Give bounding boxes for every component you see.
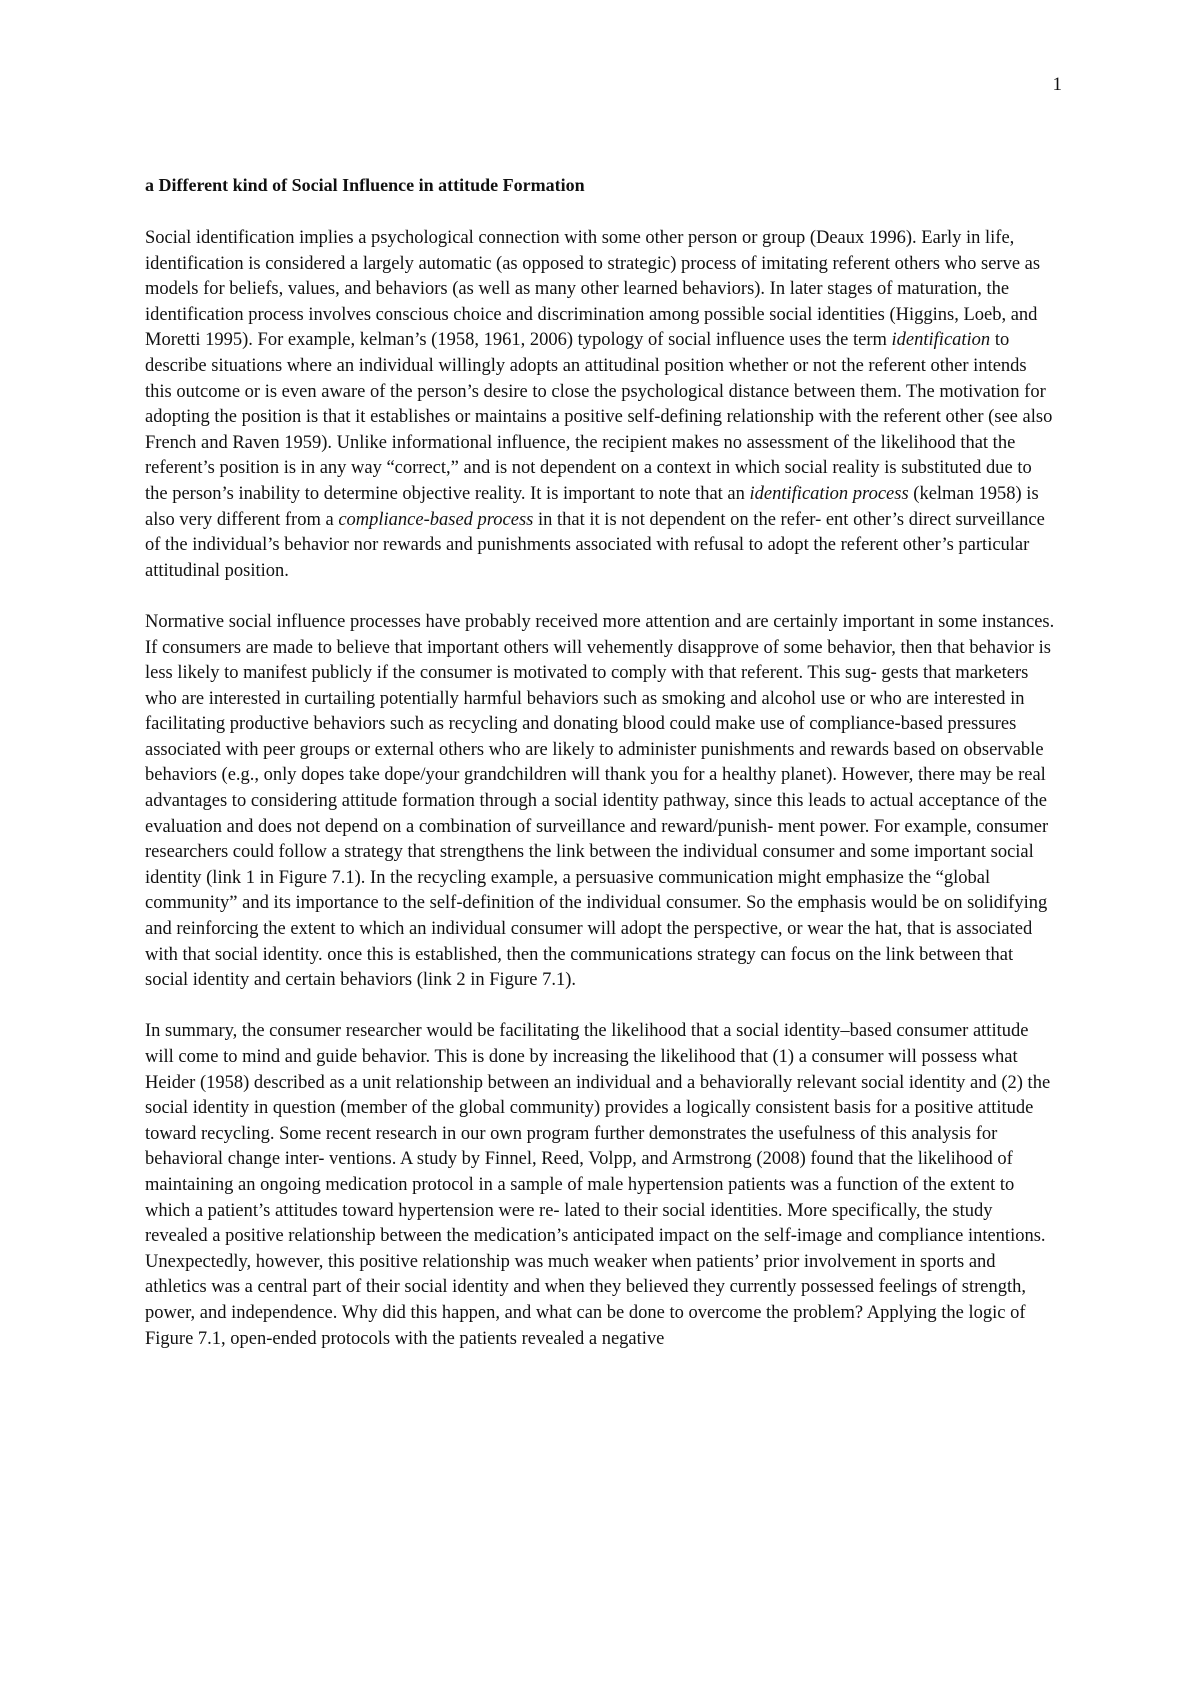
italic-term-identification-process: identification process [749, 483, 909, 504]
italic-term-identification: identification [891, 330, 991, 351]
paragraph-identification [145, 226, 1057, 584]
document-body [145, 174, 1057, 1352]
paragraph-text: (kelman 1958) is also very different from a [145, 483, 1039, 530]
section-title: a Different kind of Social Influence in attitude Formation [145, 175, 585, 195]
paragraph-text: to describe situations where an individual willingly adopts an attitudinal position whether or not the referent other intends this outcome or is even aware of the person’s desire to close the psychological distance between them. The motivation for adopting the position is that it establishes or maintains a positive self-defining relationship with the referent other (see also French and Raven 1959). Unlike informational influence, the recipient makes no assessment of the likelihood that the referent’s position is in any way “correct,” and is not dependent on a context in which social reality is substituted due to the person’s inability to determine objective reality. It is important to note that an [145, 330, 1053, 504]
paragraph-text: Social identification implies a psychological connection with some other person or group (Deaux 1996). Early in life, identification is considered a largely automatic (as opposed to strategic) process of imitating referent others who serve as models for beliefs, values, and behaviors (as well as many other learned behaviors). In later stages of maturation, the identification process involves conscious choice and discrimination among possible social identities (Higgins, Loeb, and Moretti 1995). For example, kelman’s (1958, 1961, 2006) typology of social influence uses the term [145, 228, 1041, 351]
paragraph-summary: In summary, the consumer researcher would be facilitating the likelihood that a social identity–based consumer attitude will come to mind and guide behavior. This is done by increasing the likelihood that (1) a consumer will possess what Heider (1958) described as a unit relationship between an individual and a behaviorally relevant social identity and (2) the social identity in question (member of the global community) provides a logically consistent basis for a positive attitude toward recycling. Some recent research in our own program further demonstrates the usefulness of this analysis for behavioral change inter- ventions. A study by Finnel, Reed, Volpp, and Armstrong (2008) found that the likelihood of maintaining an ongoing medication protocol in a sample of male hypertension patients was a function of the extent to which a patient’s attitudes toward hypertension were re- lated to their social identities. More specifically, the study revealed a positive relationship between the medication’s anticipated impact on the self-image and compliance intentions. Unexpectedly, however, this positive relationship was much weaker when patients’ prior involvement in sports and athletics was a central part of their social identity and when they believed they currently possessed feelings of strength, power, and independence. Why did this happen, and what can be done to overcome the problem? Applying the logic of Figure 7.1, open-ended protocols with the patients revealed a negative [145, 1021, 1051, 1349]
italic-term-compliance-based-process: compliance-based process [338, 509, 534, 530]
paragraph-text: in that it is not dependent on the refer- ent other’s direct surveillance of the individual’s behavior nor rewards and punishments associated with refusal to adopt the referent other’s particular attitudinal position. [145, 509, 1045, 581]
page-number: 1 [1052, 74, 1062, 95]
paragraph-normative-influence: Normative social influence processes have probably received more attention and are certainly important in some instances. If consumers are made to believe that important others will vehemently disapprove of some behavior, then that behavior is less likely to manifest publicly if the consumer is motivated to comply with that referent. This sug- gests that marketers who are interested in curtailing potentially harmful behaviors such as smoking and alcohol use or who are interested in facilitating productive behaviors such as recycling and donating blood could make use of compliance-based pressures associated with peer groups or external others who are likely to administer punishments and rewards based on observable behaviors (e.g., only dopes take dope/your grandchildren will thank you for a healthy planet). However, there may be real advantages to considering attitude formation through a social identity pathway, since this leads to actual acceptance of the evaluation and does not depend on a combination of surveillance and reward/punish- ment power. For example, consumer researchers could follow a strategy that strengthens the link between the individual consumer and some important social identity (link 1 in Figure 7.1). In the recycling example, a persuasive communication might emphasize the “global community” and its importance to the self-definition of the individual consumer. So the emphasis would be on solidifying and reinforcing the extent to which an individual consumer will adopt the perspective, or wear the hat, that is associated with that social identity. once this is established, then the communications strategy can focus on the link between that social identity and certain behaviors (link 2 in Figure 7.1). [145, 611, 1055, 991]
